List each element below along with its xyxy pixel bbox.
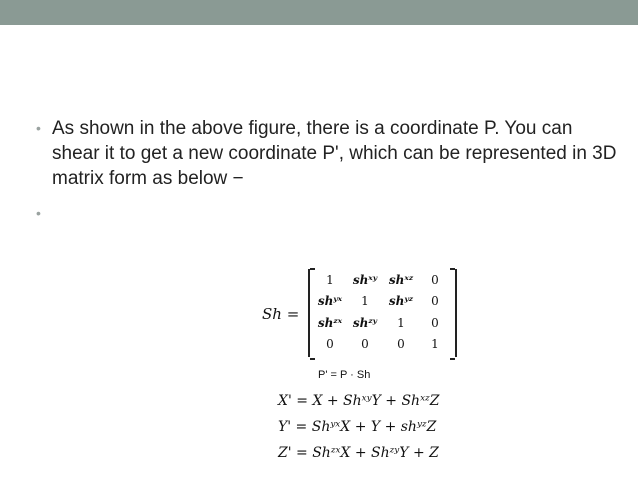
bullet-text: As shown in the above figure, there is a coordinate P. You can shear it to get a new coordinate P', which can be represented in 3D matrix form as below − [52,118,617,189]
bullet-item [28,116,618,191]
matrix-cell: shᶻˣ [317,316,343,330]
matrix-cell: shʸᶻ [388,294,414,308]
matrix-cell: 1 [397,316,405,330]
matrix-cell: 0 [431,316,439,330]
matrix-cell: 1 [361,294,369,308]
matrix-cell: 1 [326,273,334,287]
matrix-cell: 0 [361,337,369,351]
slide-header-bar [0,0,638,25]
matrix-cell: shʸˣ [317,294,343,308]
matrix-cell: 1 [431,337,439,351]
equation-p-prime: P' = P · Sh [318,369,371,381]
bullet-icon: • [36,120,41,136]
matrix-cell: 0 [397,337,405,351]
equation-z-prime: Z' = ShᶻˣX + ShᶻʸY + Z [278,445,439,461]
bullet-list [28,116,618,225]
matrix-cell: shᶻʸ [352,316,378,330]
equation-y-prime: Y' = ShʸˣX + Y + shʸᶻZ [278,419,437,435]
matrix-cell: shˣʸ [352,273,378,287]
matrix-label: Sh = [262,305,300,323]
matrix-cell: 0 [326,337,334,351]
bullet-icon: • [36,205,41,221]
shear-matrix [308,269,457,357]
matrix-cell: 0 [431,273,439,287]
bullet-item-empty [28,201,618,225]
matrix-cell: 0 [431,294,439,308]
matrix-cell: shˣᶻ [388,273,414,287]
equation-x-prime: X' = X + ShˣʸY + ShˣᶻZ [278,393,440,409]
